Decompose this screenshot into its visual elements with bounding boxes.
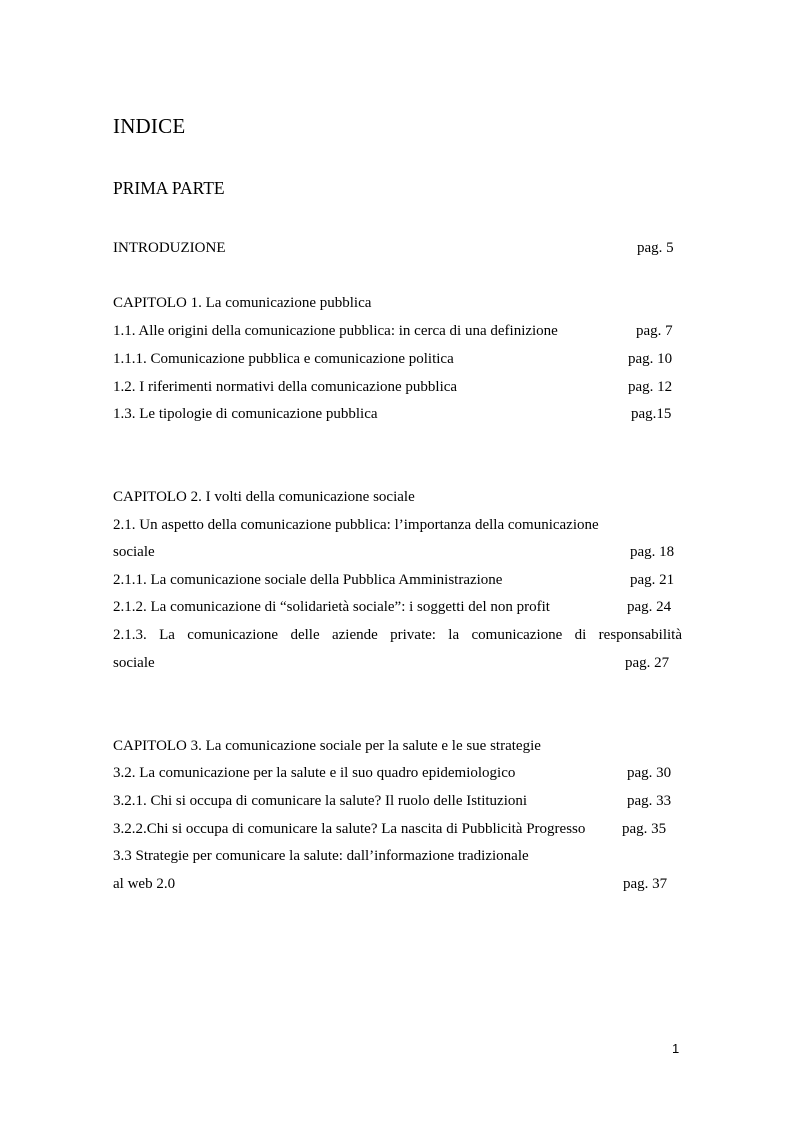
toc-entry-2-1-3-line2: sociale [113, 655, 155, 671]
toc-entry-3-2-2: 3.2.2.Chi si occupa di comunicare la salute? La nascita di Pubblicità Progresso [113, 821, 586, 837]
toc-entry-2-1-line2: sociale [113, 544, 155, 560]
toc-page-3-2-1: pag. 33 [627, 793, 672, 809]
toc-page-1-2: pag. 12 [628, 379, 673, 395]
toc-entry-2-1-2: 2.1.2. La comunicazione di “solidarietà sociale”: i soggetti del non profit [113, 599, 550, 615]
toc-page-2-1-1: pag. 21 [630, 572, 675, 588]
toc-page-1-1: pag. 7 [636, 323, 673, 339]
toc-entry-3-2-1: 3.2.1. Chi si occupa di comunicare la salute? Il ruolo delle Istituzioni [113, 793, 528, 809]
toc-entry-2-1-line1: 2.1. Un aspetto della comunicazione pubblica: l’importanza della comunicazione [113, 517, 599, 533]
toc-entry-1-1-1: 1.1.1. Comunicazione pubblica e comunicazione politica [113, 351, 454, 367]
toc-page-3-2: pag. 30 [627, 765, 672, 781]
toc-entry-2-1-1: 2.1.1. La comunicazione sociale della Pubblica Amministrazione [113, 572, 503, 588]
toc-entry-3-3-line2: al web 2.0 [113, 876, 176, 892]
toc-page-introduzione: pag. 5 [637, 240, 674, 256]
toc-entry-2-1-3-text: 2.1.3. La comunicazione delle aziende private: la comunicazione di responsabilità [113, 627, 682, 643]
toc-entry-introduzione: INTRODUZIONE [113, 240, 226, 256]
page-number: 1 [672, 1041, 680, 1056]
toc-entry-1-1: 1.1. Alle origini della comunicazione pubblica: in cerca di una definizione [113, 323, 558, 339]
toc-page-2-1: pag. 18 [630, 544, 675, 560]
toc-page-3-2-2: pag. 35 [622, 821, 667, 837]
toc-entry-3-3-line1: 3.3 Strategie per comunicare la salute: dall’informazione tradizionale [113, 848, 529, 864]
chapter-3-heading: CAPITOLO 3. La comunicazione sociale per la salute e le sue strategie [113, 738, 541, 754]
toc-page-2-1-3: pag. 27 [625, 655, 670, 671]
toc-entry-2-1-3-line1 [113, 625, 682, 645]
index-title: INDICE [113, 114, 186, 138]
chapter-1-heading: CAPITOLO 1. La comunicazione pubblica [113, 295, 372, 311]
toc-page-3-3: pag. 37 [623, 876, 668, 892]
toc-page-2-1-2: pag. 24 [627, 599, 672, 615]
part-heading: PRIMA PARTE [113, 178, 225, 198]
toc-entry-1-3: 1.3. Le tipologie di comunicazione pubblica [113, 406, 378, 422]
toc-entry-1-2: 1.2. I riferimenti normativi della comunicazione pubblica [113, 379, 458, 395]
chapter-2-heading: CAPITOLO 2. I volti della comunicazione sociale [113, 489, 415, 505]
toc-entry-3-2: 3.2. La comunicazione per la salute e il suo quadro epidemiologico [113, 765, 516, 781]
toc-page-1-1-1: pag. 10 [628, 351, 673, 367]
toc-page-1-3: pag.15 [631, 406, 672, 422]
